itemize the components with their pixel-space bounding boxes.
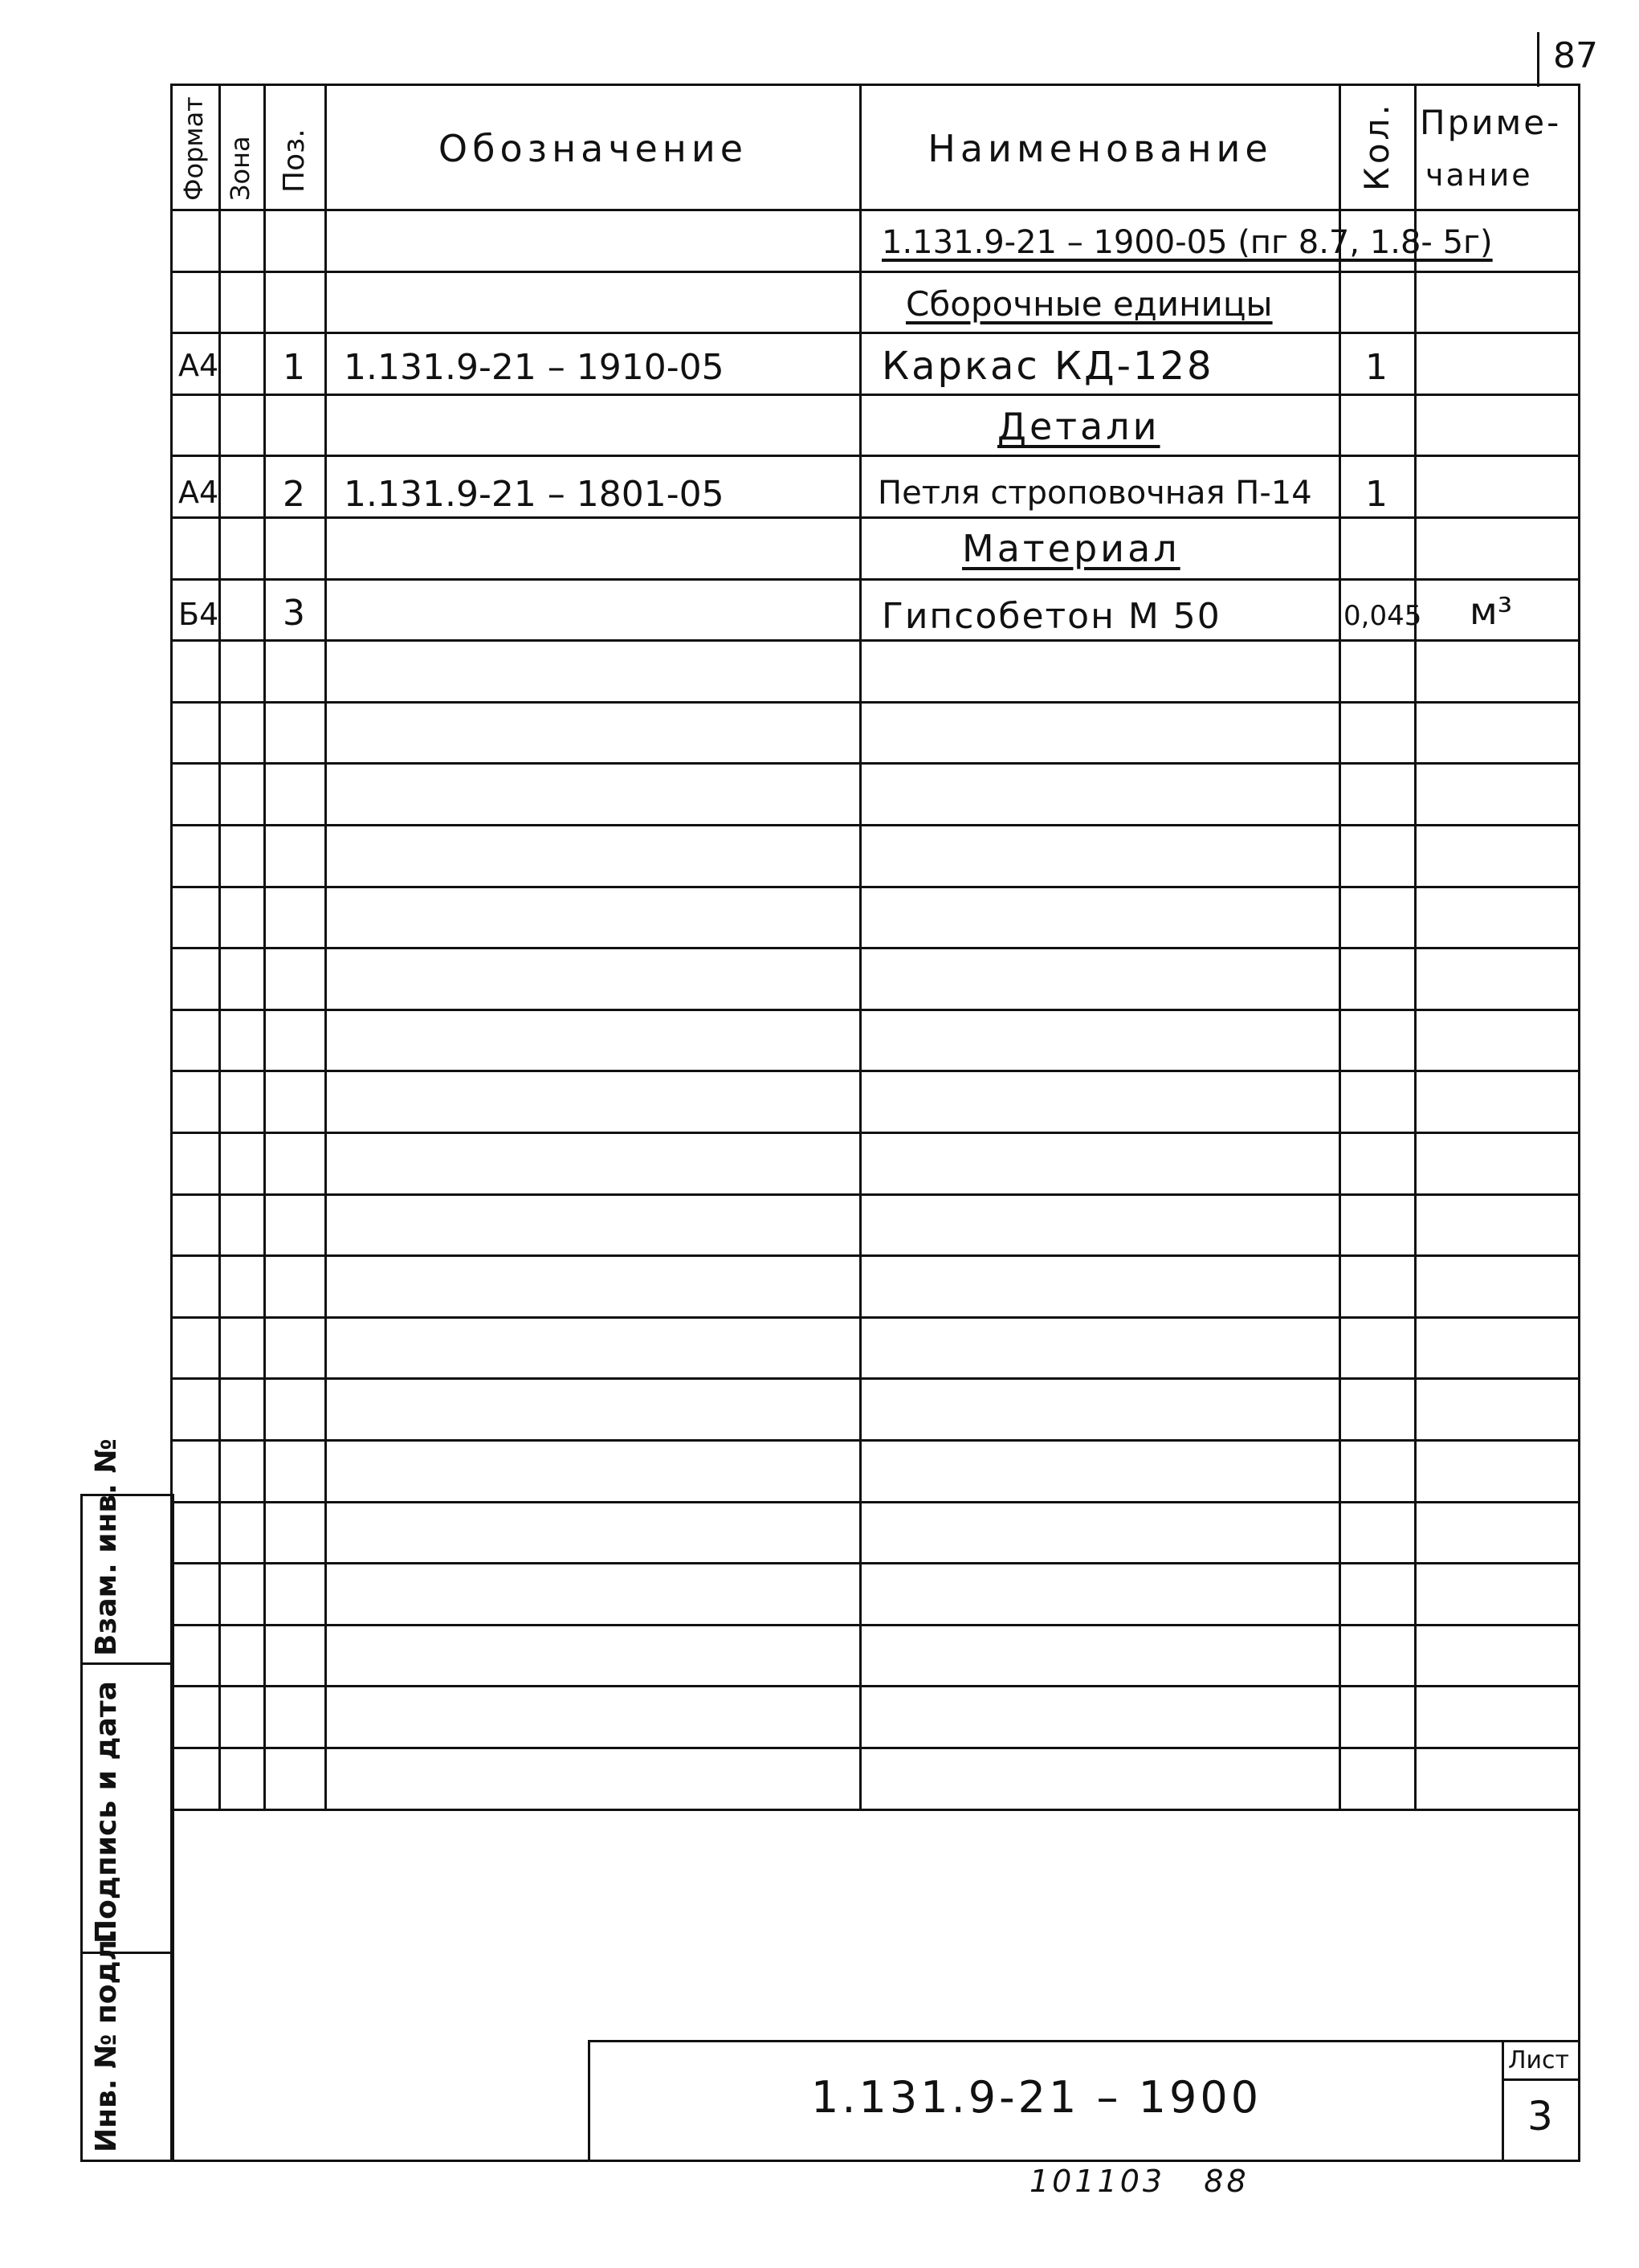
- header-format: Формат: [178, 96, 209, 201]
- table-row-line: [170, 1377, 1580, 1380]
- row1-qty: 1: [1365, 347, 1388, 388]
- row3-qty: 0,045: [1343, 600, 1422, 632]
- row2-format: А4: [178, 475, 219, 510]
- table-row-line: [170, 1009, 1580, 1011]
- row2-name: Петля строповочная П-14: [878, 475, 1312, 512]
- table-row-line: [170, 394, 1580, 396]
- table-row-line: [170, 578, 1580, 581]
- row2-designation: 1.131.9-21 – 1801-05: [344, 474, 724, 515]
- table-row-line: [170, 1132, 1580, 1134]
- table-row-line: [170, 1193, 1580, 1196]
- table-row-line: [170, 1562, 1580, 1564]
- page-number: 87: [1553, 35, 1598, 76]
- doc-reference: 1.131.9-21 – 1900-05 (пг 8.7, 1.8- 5г): [882, 224, 1493, 261]
- side-label-vzam: Взам. инв. №: [90, 1438, 123, 1656]
- side-label-podpis: Подпись и дата: [90, 1681, 123, 1944]
- row2-pos: 2: [283, 474, 305, 515]
- table-row-line: [170, 824, 1580, 826]
- header-qty: Кол.: [1357, 101, 1396, 191]
- header-pos: Поз.: [278, 128, 311, 193]
- row1-name: Каркас КД-128: [882, 344, 1214, 389]
- table-row-line: [170, 1747, 1580, 1749]
- table-row-line: [170, 1316, 1580, 1319]
- table-row-line: [170, 1254, 1580, 1257]
- table-row-line: [170, 332, 1580, 334]
- table-row-line: [170, 1809, 1580, 1811]
- row3-note: м³: [1470, 589, 1513, 633]
- table-row-line: [170, 762, 1580, 765]
- table-row-line: [170, 1624, 1580, 1626]
- title-block-designation: 1.131.9-21 – 1900: [811, 2072, 1262, 2123]
- header-name: Наименование: [928, 127, 1273, 170]
- sheet-number: 3: [1527, 2093, 1553, 2140]
- header-note-line2: чание: [1425, 157, 1533, 193]
- row2-qty: 1: [1365, 474, 1388, 515]
- row3-pos: 3: [283, 593, 305, 634]
- row3-format: Б4: [178, 597, 219, 632]
- table-row-line: [170, 947, 1580, 949]
- header-designation: Обозначение: [438, 127, 748, 170]
- row1-pos: 1: [283, 347, 305, 388]
- header-zone: Зона: [225, 136, 255, 201]
- footer-stamp: 101103 88: [1029, 2164, 1250, 2199]
- sheet-label: Лист: [1508, 2046, 1570, 2074]
- table-row-line: [170, 701, 1580, 704]
- table-row-line: [170, 516, 1580, 519]
- table-row-line: [170, 1439, 1580, 1442]
- table-row-line: [170, 1685, 1580, 1687]
- table-row-line: [170, 271, 1580, 273]
- table-row-line: [170, 1070, 1580, 1072]
- header-note-line1: Приме-: [1420, 103, 1562, 142]
- section-assemblies: Сборочные единицы: [906, 284, 1273, 324]
- section-details: Детали: [997, 405, 1160, 448]
- table-row-line: [170, 639, 1580, 642]
- table-row-line: [170, 455, 1580, 457]
- row1-format: А4: [178, 348, 219, 383]
- side-label-inv-podl: Инв. № подл.: [90, 1928, 123, 2152]
- table-row-line: [170, 1501, 1580, 1503]
- table-row-line: [170, 886, 1580, 888]
- row3-name: Гипсобетон М 50: [882, 596, 1221, 637]
- row1-designation: 1.131.9-21 – 1910-05: [344, 347, 724, 388]
- section-material: Материал: [962, 527, 1180, 570]
